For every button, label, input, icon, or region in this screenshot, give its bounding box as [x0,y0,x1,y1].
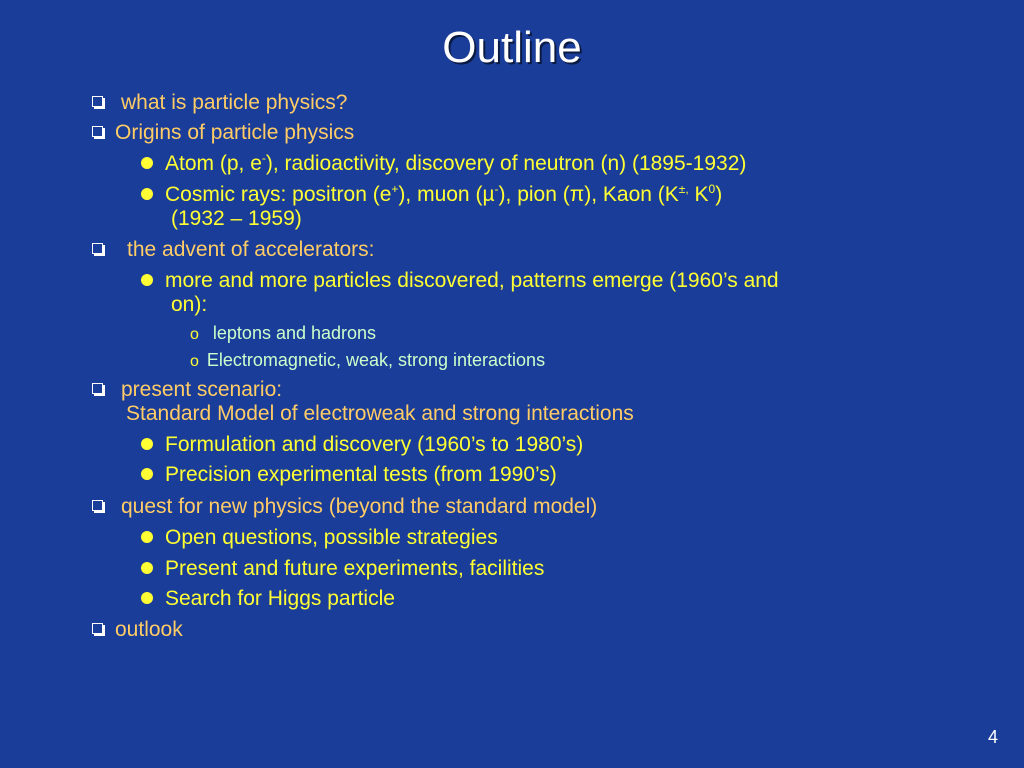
item-text: more and more particles discovered, patterns emerge (1960’s and [165,269,779,292]
dot-bullet-icon [141,157,153,169]
dot-bullet-icon [141,531,153,543]
item-text: what is particle physics? [121,91,348,114]
outline-item-present-scenario [92,377,282,402]
outline-subitem-open-questions [141,525,498,550]
item-text: quest for new physics (beyond the standard model) [121,495,598,518]
item-text: Origins of particle physics [115,121,355,144]
item-text: outlook [115,618,183,641]
dot-bullet-icon [141,188,153,200]
item-text: Precision experimental tests (from 1990’s) [165,463,557,486]
outline-subitem-experiments [141,556,544,581]
checkbox-bullet-icon [92,243,103,254]
outline-subitem-precision [141,462,557,487]
outline-subitem-formulation [141,432,583,457]
checkbox-bullet-icon [92,383,103,394]
outline-item-new-physics [92,494,597,519]
item-text: Formulation and discovery (1960’s to 1980’s) [165,433,584,456]
dot-bullet-icon [141,438,153,450]
outline-subsubitem-interactions [190,349,545,373]
outline-item-origins [92,120,354,145]
item-text: Atom (p, e-), radioactivity, discovery of neutron (n) (1895-1932) [165,151,747,175]
item-text: Search for Higgs particle [165,587,395,610]
outline-subitem-atom [141,151,746,176]
checkbox-bullet-icon [92,623,103,634]
slide-title: Outline [442,23,582,72]
page-number: 4 [987,727,998,747]
dot-bullet-icon [141,562,153,574]
outline-subitem-cosmic-rays-cont: (1932 – 1959) [171,207,302,230]
item-text: leptons and hadrons [212,323,377,343]
item-text: Electromagnetic, weak, strong interactions [206,350,546,370]
dot-bullet-icon [141,592,153,604]
outline-subitem-particles [141,268,779,293]
dot-bullet-icon [141,274,153,286]
outline-item-present-scenario-cont: Standard Model of electroweak and strong interactions [126,402,634,425]
checkbox-bullet-icon [92,126,103,137]
circle-bullet-icon: o [190,326,199,343]
outline-subitem-particles-cont: on): [171,293,208,316]
checkbox-bullet-icon [92,500,103,511]
item-text: Present and future experiments, facilities [165,557,545,580]
item-text: Open questions, possible strategies [165,526,498,549]
checkbox-bullet-icon [92,96,103,107]
dot-bullet-icon [141,468,153,480]
outline-item-outlook [92,617,183,642]
outline-item-what-is [92,90,347,115]
item-text: the advent of accelerators: [127,238,375,261]
outline-item-accelerators [92,237,374,262]
outline-subsubitem-leptons [190,322,376,346]
outline-subitem-higgs [141,586,395,611]
circle-bullet-icon: o [190,353,199,370]
outline-subitem-cosmic-rays [141,182,722,207]
item-text: Cosmic rays: positron (e+), muon (µ-), pion (π), Kaon (K±, $K^0$) [165,182,723,206]
item-text: present scenario: [121,378,283,401]
